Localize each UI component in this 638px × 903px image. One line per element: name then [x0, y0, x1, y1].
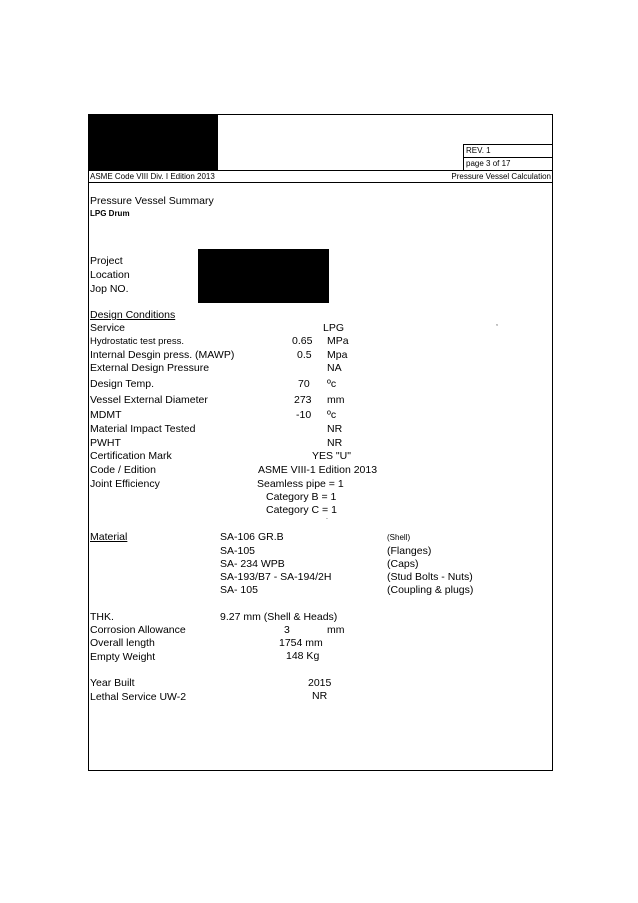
corrosion-allowance-value: 3	[284, 624, 290, 636]
tick-mark: ,	[496, 320, 498, 327]
external-pressure-unit: NA	[327, 362, 342, 374]
location-label: Location	[90, 269, 130, 281]
empty-weight-value: 148 Kg	[286, 650, 320, 662]
code-edition: ASME Code VIII Div. I Edition 2013	[90, 172, 215, 181]
code-edition-value: ASME VIII-1 Edition 2013	[258, 464, 378, 476]
mdmt-value: -10	[296, 409, 312, 421]
document-type: Pressure Vessel Calculation	[451, 172, 551, 181]
document-sheet	[88, 114, 553, 771]
header-rule-rev-bottom	[463, 157, 553, 158]
empty-weight-label: Empty Weight	[90, 651, 156, 663]
summary-subtitle: LPG Drum	[90, 209, 130, 218]
mawp-value: 0.5	[297, 349, 312, 361]
project-label: Project	[90, 255, 123, 267]
header-rule-rev-top	[463, 144, 553, 145]
service-value: LPG	[323, 322, 345, 334]
category-b-value: Category B = 1	[266, 491, 337, 503]
material-part-coupling: (Coupling & plugs)	[387, 584, 474, 596]
lethal-service-label: Lethal Service UW-2	[90, 691, 187, 703]
certification-mark-value: YES "U"	[312, 450, 351, 462]
page-number: page 3 of 17	[466, 159, 511, 168]
pwht-label: PWHT	[90, 437, 121, 449]
tick-mark: .	[326, 514, 328, 521]
material-part-bolts: (Stud Bolts - Nuts)	[387, 571, 473, 583]
year-built-label: Year Built	[90, 677, 135, 689]
year-built-value: 2015	[308, 677, 332, 689]
thickness-value: 9.27 mm (Shell & Heads)	[220, 611, 338, 623]
header-rule-bottom	[88, 182, 553, 183]
mdmt-unit: ºc	[327, 409, 337, 421]
impact-tested-unit: NR	[327, 423, 343, 435]
material-part-shell: (Shell)	[387, 533, 411, 542]
design-conditions-heading: Design Conditions	[90, 309, 176, 321]
material-spec-caps: SA- 234 WPB	[220, 558, 285, 570]
category-c-value: Category C = 1	[266, 504, 337, 516]
joint-efficiency-label: Joint Efficiency	[90, 478, 160, 490]
material-part-flanges: (Flanges)	[387, 545, 432, 557]
material-spec-bolts: SA-193/B7 - SA-194/2H	[220, 571, 332, 583]
design-temp-value: 70	[298, 378, 310, 390]
material-spec-coupling: SA- 105	[220, 584, 258, 596]
corrosion-allowance-unit: mm	[327, 624, 345, 636]
revision-label: REV. 1	[466, 146, 491, 155]
header-rule-top	[88, 170, 553, 171]
design-temp-unit: ºc	[327, 378, 337, 390]
code-edition-label: Code / Edition	[90, 464, 156, 476]
external-pressure-label: External Design Pressure	[90, 362, 210, 374]
header-rule-rev-left	[463, 144, 464, 170]
redacted-project-info	[198, 249, 329, 303]
job-number-label: Jop NO.	[90, 283, 129, 295]
hydrotest-value: 0.65	[292, 335, 313, 347]
material-part-caps: (Caps)	[387, 558, 419, 570]
mdmt-label: MDMT	[90, 409, 122, 421]
redacted-logo	[88, 114, 218, 170]
impact-tested-label: Material Impact Tested	[90, 423, 196, 435]
external-diameter-label: Vessel External Diameter	[90, 394, 208, 406]
material-label: Material	[90, 531, 128, 543]
hydrotest-label: Hydrostatic test press.	[90, 336, 184, 347]
mawp-unit: Mpa	[327, 349, 348, 361]
design-temp-label: Design Temp.	[90, 378, 155, 390]
certification-mark-label: Certification Mark	[90, 450, 172, 462]
corrosion-allowance-label: Corrosion Allowance	[90, 624, 186, 636]
hydrotest-unit: MPa	[327, 335, 349, 347]
service-label: Service	[90, 322, 126, 334]
external-diameter-unit: mm	[327, 394, 345, 406]
mawp-label: Internal Desgin press. (MAWP)	[90, 349, 235, 361]
thickness-label: THK.	[90, 611, 114, 623]
overall-length-value: 1754 mm	[279, 637, 323, 649]
external-diameter-value: 273	[294, 394, 312, 406]
material-spec-shell: SA-106 GR.B	[220, 531, 284, 543]
pwht-unit: NR	[327, 437, 343, 449]
summary-title: Pressure Vessel Summary	[90, 195, 214, 207]
lethal-service-value: NR	[312, 690, 328, 702]
material-spec-flanges: SA-105	[220, 545, 256, 557]
joint-efficiency-value: Seamless pipe = 1	[257, 478, 344, 490]
overall-length-label: Overall length	[90, 637, 155, 649]
